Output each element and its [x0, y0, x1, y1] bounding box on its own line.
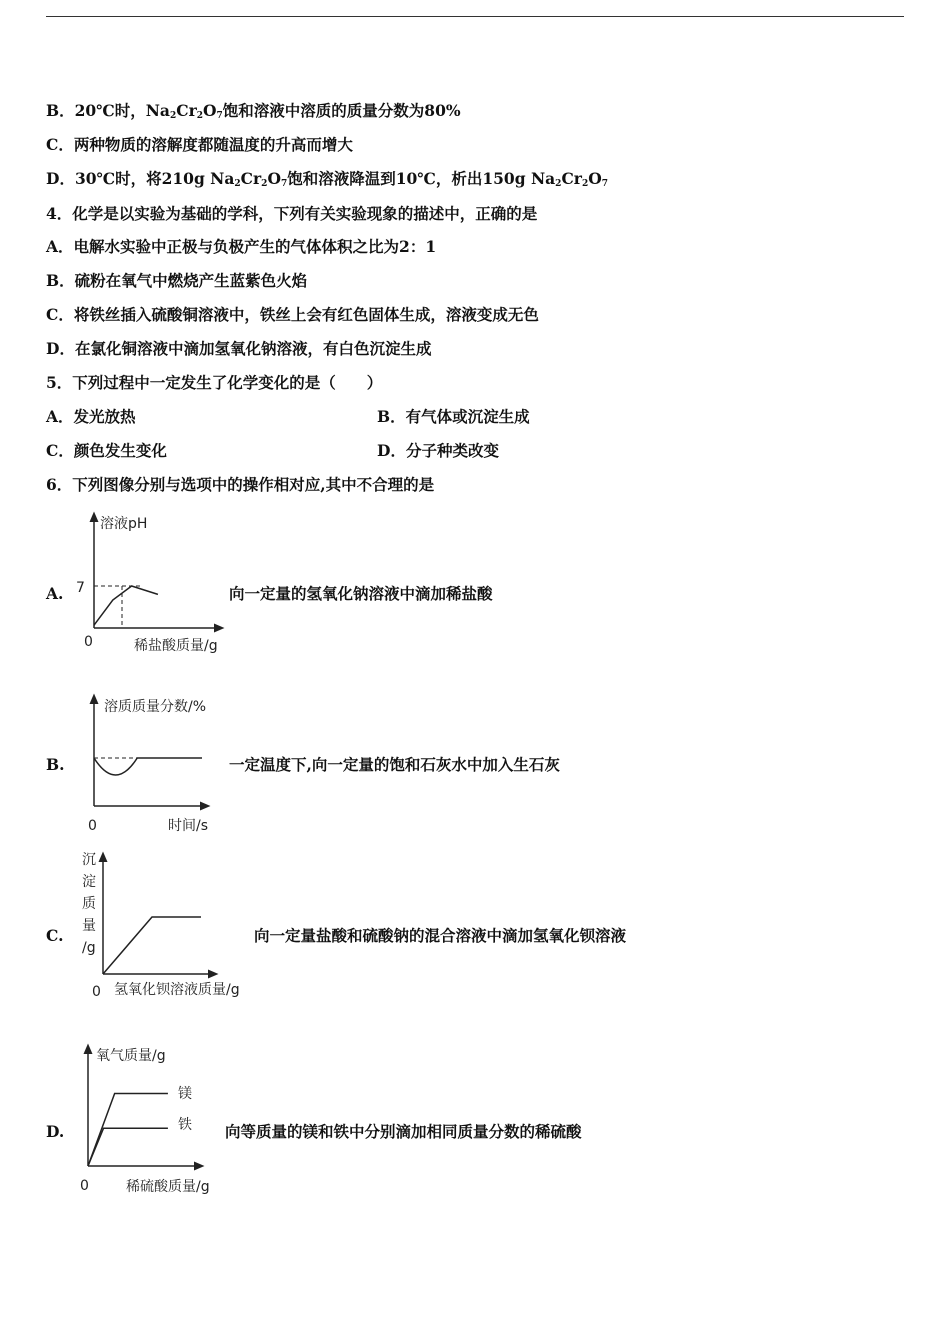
q4-option-b: B．硫粉在氧气中燃烧产生蓝紫色火焰	[46, 271, 308, 290]
series-mg-label: 镁	[178, 1086, 192, 1102]
q5-option-b: B．有气体或沉淀生成	[377, 407, 530, 426]
q6-option-b-desc: 一定温度下,向一定量的饱和石灰水中加入生石灰	[229, 755, 560, 774]
origin-label: 0	[92, 984, 101, 1000]
chart-a	[70, 508, 240, 658]
x-axis-label: 稀盐酸质量/g	[134, 638, 218, 654]
q5-option-a: A．发光放热	[46, 407, 136, 426]
y-tick-7: 7	[76, 580, 85, 596]
q6-stem: 6．下列图像分别与选项中的操作相对应,其中不合理的是	[46, 475, 435, 494]
q6-option-c-label: C.	[46, 926, 64, 945]
x-axis-label: 时间/s	[168, 818, 209, 834]
y-axis-label-char-3: 质	[82, 896, 96, 912]
chart-b	[70, 690, 240, 840]
q5-stem: 5．下列过程中一定发生了化学变化的是（ ）	[46, 373, 383, 392]
series-mg-curve	[88, 1094, 168, 1166]
q5-option-c: C．颜色发生变化	[46, 441, 167, 460]
origin-label: 0	[80, 1178, 89, 1194]
q3-option-c: C．两种物质的溶解度都随温度的升高而增大	[46, 135, 353, 154]
q3-option-b: B．20℃时，$Na_2Cr_2O_7$饱和溶液中溶质的质量分数为80%	[46, 101, 461, 121]
y-axis-label: 溶质质量分数/%	[104, 699, 207, 715]
y-axis-label: 溶液pH	[100, 516, 148, 532]
y-axis-label: 氧气质量/g	[96, 1048, 166, 1064]
x-axis-label: 氢氧化钡溶液质量/g	[114, 982, 240, 998]
header-rule	[46, 16, 904, 17]
q4-option-c: C．将铁丝插入硫酸铜溶液中，铁丝上会有红色固体生成，溶液变成无色	[46, 305, 539, 324]
q4-stem: 4．化学是以实验为基础的学科，下列有关实验现象的描述中，正确的是	[46, 204, 538, 223]
precipitate-curve	[103, 917, 201, 974]
q6-option-d-desc: 向等质量的镁和铁中分别滴加相同质量分数的稀硫酸	[225, 1122, 582, 1141]
origin-label: 0	[88, 818, 97, 834]
q5-option-d: D．分子种类改变	[377, 441, 499, 460]
y-axis-label-char-5: /g	[82, 940, 96, 956]
q6-option-a-label: A.	[46, 584, 64, 603]
q6-option-c-desc: 向一定量盐酸和硫酸钠的混合溶液中滴加氢氧化钡溶液	[254, 926, 627, 945]
x-axis-label: 稀硫酸质量/g	[126, 1179, 210, 1195]
y-axis-label-char-4: 量	[82, 918, 96, 934]
q6-option-d-label: D.	[46, 1122, 65, 1141]
q4-option-d: D．在氯化铜溶液中滴加氢氧化钠溶液，有白色沉淀生成	[46, 339, 432, 358]
y-axis-label-char-2: 淀	[82, 874, 96, 890]
y-axis-label-char-1: 沉	[82, 852, 96, 868]
q6-option-b-label: B.	[46, 755, 65, 774]
mass-fraction-curve	[94, 758, 202, 775]
q4-option-a: A．电解水实验中正极与负极产生的气体体积之比为2：1	[46, 237, 437, 256]
q6-option-a-desc: 向一定量的氢氧化钠溶液中滴加稀盐酸	[229, 584, 493, 603]
chart-d	[70, 1040, 240, 1200]
chart-c	[76, 846, 266, 1006]
q3-option-d: D．30℃时，将210g $Na_2Cr_2O_7$饱和溶液降温到10℃，析出150g $Na_2Cr_2O_7$	[46, 169, 608, 189]
origin-label: 0	[84, 634, 93, 650]
series-fe-label: 铁	[178, 1117, 192, 1133]
ph-curve	[94, 586, 158, 625]
